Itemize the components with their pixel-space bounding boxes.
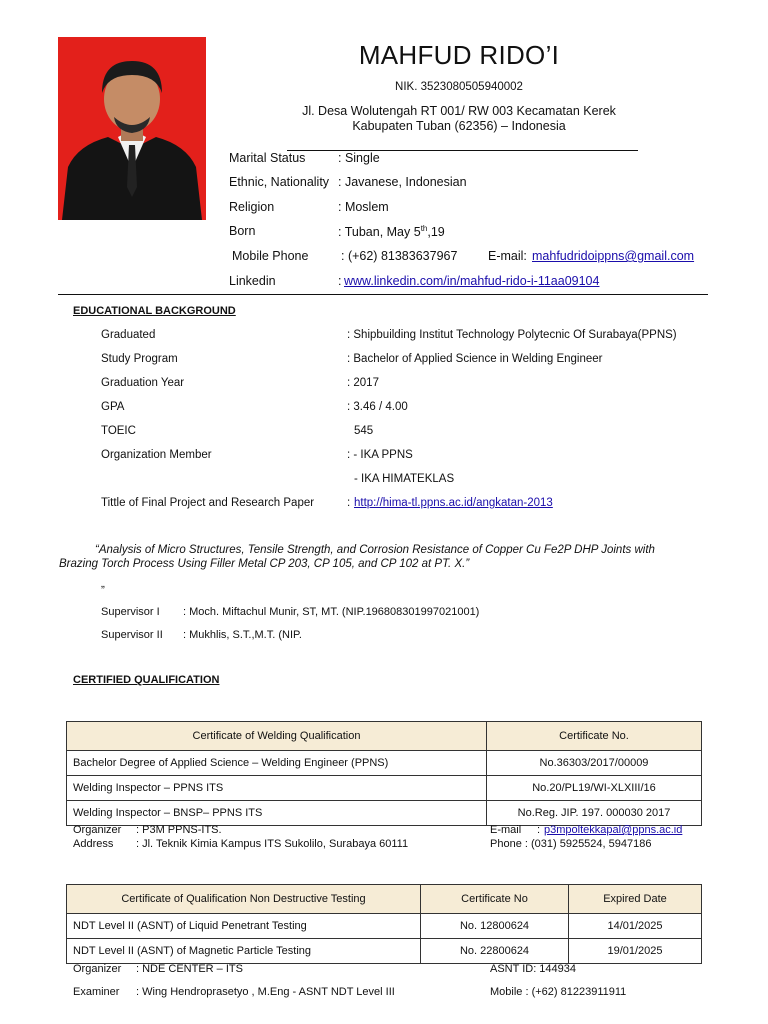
welding-address-value: : Jl. Teknik Kimia Kampus ITS Sukolilo, Surabaya 60111 xyxy=(136,838,409,850)
welding-email-link[interactable]: p3mpoltekkapal@ppns.ac.id xyxy=(544,824,683,836)
table-header-cell: Expired Date xyxy=(569,885,702,914)
table-cell: No.Reg. JIP. 197. 000030 2017 xyxy=(487,801,702,826)
table-header-cell: Certificate of Welding Qualification xyxy=(67,722,487,751)
marital-value: : Single xyxy=(338,151,380,165)
table-cell: No.20/PL19/WI-XLXIII/16 xyxy=(487,776,702,801)
mobile-value: : (+62) 81383637967 xyxy=(341,249,458,263)
ndt-asnt-id: ASNT ID: 144934 xyxy=(490,963,577,975)
table-row xyxy=(67,914,702,939)
table-cell: Welding Inspector – BNSP– PPNS ITS xyxy=(67,801,487,826)
ndt-cert-table xyxy=(66,884,702,964)
linkedin-link[interactable]: www.linkedin.com/in/mahfud-rido-i-11aa09104 xyxy=(344,274,600,288)
table-cell: NDT Level II (ASNT) of Liquid Penetrant Testing xyxy=(67,914,421,939)
supervisor-1-value: : Moch. Miftachul Munir, ST, MT. (NIP.196808301997021001) xyxy=(183,606,480,618)
table-cell: NDT Level II (ASNT) of Magnetic Particle Testing xyxy=(67,939,421,964)
welding-address-label: Address xyxy=(73,838,114,850)
table-header-row xyxy=(67,722,702,751)
table-cell: Welding Inspector – PPNS ITS xyxy=(67,776,487,801)
table-cell: No. 22800624 xyxy=(421,939,569,964)
edu-label: GPA xyxy=(101,401,125,413)
supervisor-2-label: Supervisor II xyxy=(101,629,163,641)
ethnic-label: Ethnic, Nationality xyxy=(229,175,330,189)
edu-value: : Bachelor of Applied Science in Welding Engineer xyxy=(347,353,603,365)
ndt-organizer-label: Organizer xyxy=(73,963,122,975)
edu-label: Organization Member xyxy=(101,449,212,461)
table-row xyxy=(67,776,702,801)
linkedin-label: Linkedin xyxy=(229,274,276,288)
email-label: E-mail: xyxy=(488,249,527,263)
edu-label: TOEIC xyxy=(101,425,136,437)
person-portrait-icon xyxy=(58,37,206,220)
welding-email-colon: : xyxy=(537,824,541,836)
table-cell: 19/01/2025 xyxy=(569,939,702,964)
final-project-colon: : xyxy=(347,497,351,509)
welding-phone: Phone : (031) 5925524, 5947186 xyxy=(490,838,652,850)
table-header-row xyxy=(67,885,702,914)
supervisor-1-label: Supervisor I xyxy=(101,606,160,618)
address-line-2: Kabupaten Tuban (62356) – Indonesia xyxy=(352,119,566,133)
edu-label: Graduated xyxy=(101,329,156,341)
thesis-mark: „ xyxy=(101,578,105,590)
final-project-link[interactable]: http://hima-tl.ppns.ac.id/angkatan-2013 xyxy=(354,497,553,509)
edu-value: : Shipbuilding Institut Technology Polytecnic Of Surabaya(PPNS) xyxy=(347,329,677,341)
applicant-name: MAHFUD RIDO’I xyxy=(358,40,560,70)
welding-organizer-value: : P3M PPNS-ITS. xyxy=(136,824,222,836)
address-line-1: Jl. Desa Wolutengah RT 001/ RW 003 Kecamatan Kerek xyxy=(302,104,616,118)
marital-label: Marital Status xyxy=(229,151,306,165)
thesis-title-line-2: Brazing Torch Process Using Filler Metal CP 203, CP 105, and CP 102 at PT. X.” xyxy=(59,558,470,570)
profile-photo xyxy=(58,37,206,220)
edu-value: 545 xyxy=(354,425,374,437)
edu-value: : 3.46 / 4.00 xyxy=(347,401,408,413)
certified-heading: CERTIFIED QUALIFICATION xyxy=(73,674,220,686)
religion-label: Religion xyxy=(229,200,275,214)
education-heading: EDUCATIONAL BACKGROUND xyxy=(73,305,236,317)
table-cell: 14/01/2025 xyxy=(569,914,702,939)
edu-label: Study Program xyxy=(101,353,178,365)
email-link[interactable]: mahfudridoippns@gmail.com xyxy=(532,249,695,263)
section-divider xyxy=(58,294,708,295)
ndt-organizer-value: : NDE CENTER – ITS xyxy=(136,963,243,975)
welding-cert-table xyxy=(66,721,702,826)
welding-email-label: E-mail xyxy=(490,824,522,836)
born-value: : Tuban, May 5th,19 xyxy=(338,224,445,240)
table-cell: No.36303/2017/00009 xyxy=(487,751,702,776)
linkedin-colon: : xyxy=(338,274,342,288)
ndt-examiner-value: : Wing Hendroprasetyo , M.Eng - ASNT NDT Level III xyxy=(136,986,395,998)
nik-number: NIK. 3523080505940002 xyxy=(395,81,523,93)
born-label: Born xyxy=(229,224,256,238)
edu-label: Graduation Year xyxy=(101,377,185,389)
table-header-cell: Certificate No. xyxy=(487,722,702,751)
edu-value: : - IKA PPNS xyxy=(347,449,413,461)
religion-value: : Moslem xyxy=(338,200,389,214)
table-header-cell: Certificate No xyxy=(421,885,569,914)
table-row xyxy=(67,801,702,826)
table-cell: No. 12800624 xyxy=(421,914,569,939)
welding-organizer-label: Organizer xyxy=(73,824,122,836)
ethnic-value: : Javanese, Indonesian xyxy=(338,175,467,189)
ndt-examiner-label: Examiner xyxy=(73,986,120,998)
edu-value: : 2017 xyxy=(347,377,379,389)
table-cell: Bachelor Degree of Applied Science – Welding Engineer (PPNS) xyxy=(67,751,487,776)
mobile-label: Mobile Phone xyxy=(232,249,309,263)
thesis-title-line-1: “Analysis of Micro Structures, Tensile Strength, and Corrosion Resistance of Copper Cu Fe2P DHP Joints with xyxy=(95,544,655,556)
supervisor-2-value: : Mukhlis, S.T.,M.T. (NIP. xyxy=(183,629,302,641)
ndt-mobile: Mobile : (+62) 81223911911 xyxy=(490,986,627,998)
org-member-extra: - IKA HIMATEKLAS xyxy=(354,473,455,485)
table-row xyxy=(67,751,702,776)
table-row xyxy=(67,939,702,964)
final-project-label: Tittle of Final Project and Research Paper xyxy=(101,497,315,509)
table-header-cell: Certificate of Qualification Non Destructive Testing xyxy=(67,885,421,914)
